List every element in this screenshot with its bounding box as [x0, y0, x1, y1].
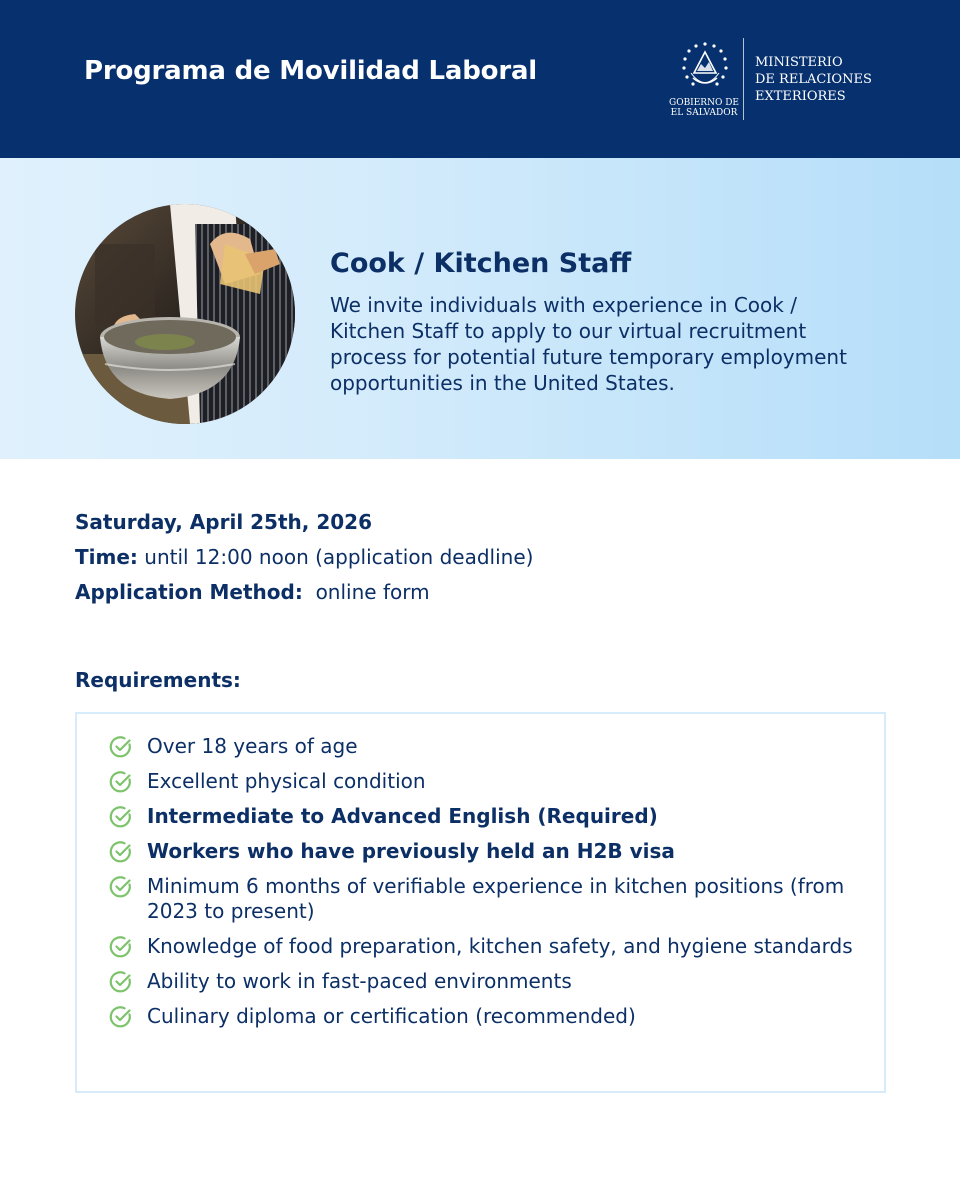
event-time: Time: until 12:00 noon (application deadline) [75, 545, 534, 569]
requirement-item: Over 18 years of age [109, 734, 869, 759]
event-details [75, 510, 533, 615]
ministry-label: MINISTERIO DE RELACIONES EXTERIORES [755, 55, 872, 104]
page-header [0, 0, 960, 158]
requirement-item: Minimum 6 months of verifiable experience in kitchen positions (from 2023 to present) [109, 874, 869, 924]
check-circle-icon [109, 935, 133, 959]
requirement-item: Culinary diploma or certification (recommended) [109, 1004, 869, 1029]
hero-section [0, 158, 960, 459]
check-circle-icon [109, 735, 133, 759]
requirements-list [109, 734, 869, 1039]
requirements-box [75, 712, 886, 1093]
cook-photo [75, 204, 295, 424]
requirement-item: Ability to work in fast-paced environments [109, 969, 869, 994]
requirements-heading: Requirements: [75, 668, 241, 692]
government-label: GOBIERNO DE EL SALVADOR [669, 98, 739, 118]
program-title: Programa de Movilidad Laboral [84, 56, 538, 86]
event-date: Saturday, April 25th, 2026 [75, 510, 372, 534]
check-circle-icon [109, 1005, 133, 1029]
job-title: Cook / Kitchen Staff [330, 248, 632, 279]
check-circle-icon [109, 770, 133, 794]
check-circle-icon [109, 970, 133, 994]
header-divider [743, 38, 744, 120]
application-method: Application Method: online form [75, 580, 430, 604]
job-description: We invite individuals with experience in Cook / Kitchen Staff to apply to our virtual recruitment process for potential future temporary employment opportunities in the United States. [330, 293, 847, 395]
check-circle-icon [109, 875, 133, 899]
cook-mixing-bowl-illustration [75, 204, 295, 424]
check-circle-icon [109, 840, 133, 864]
requirement-item: Intermediate to Advanced English (Required) [109, 804, 869, 829]
requirement-item: Knowledge of food preparation, kitchen safety, and hygiene standards [109, 934, 869, 959]
requirement-item: Excellent physical condition [109, 769, 869, 794]
el-salvador-seal-icon [673, 40, 737, 100]
check-circle-icon [109, 805, 133, 829]
requirement-item: Workers who have previously held an H2B visa [109, 839, 869, 864]
